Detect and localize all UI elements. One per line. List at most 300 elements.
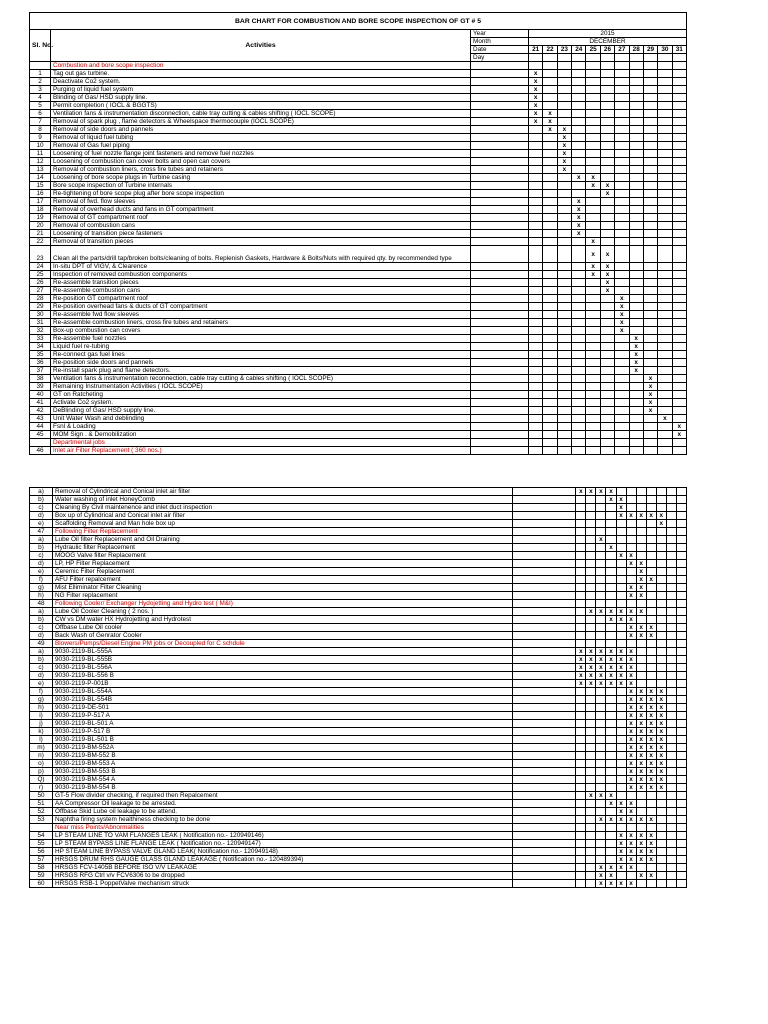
serial-number: 33 <box>30 335 51 343</box>
schedule-mark: x <box>646 632 656 640</box>
activity-label: Box up of Cylindrical and Conical inlet air filter <box>52 512 512 520</box>
schedule-cell <box>606 568 616 576</box>
schedule-cell <box>676 520 686 528</box>
schedule-cell <box>600 94 614 102</box>
table-row <box>30 792 687 800</box>
table-row <box>30 744 687 752</box>
schedule-cell <box>586 166 600 174</box>
table-row <box>30 608 687 616</box>
schedule-cell <box>600 134 614 142</box>
schedule-cell <box>656 568 666 576</box>
table-row <box>30 375 687 383</box>
schedule-cell <box>643 78 657 86</box>
schedule-cell <box>615 78 629 86</box>
schedule-mark: x <box>636 736 646 744</box>
schedule-mark: x <box>586 664 596 672</box>
schedule-cell <box>596 576 606 584</box>
table-row <box>30 311 687 319</box>
schedule-cell <box>629 391 643 399</box>
schedule-cell <box>543 174 557 182</box>
schedule-cell <box>643 110 657 118</box>
schedule-cell <box>557 190 571 198</box>
label-column-cell <box>512 840 576 848</box>
activity-label: HRSGS DRUM RHS GAUGE GLASS GLAND LEAKAGE ( Notification no.- 120489394) <box>52 856 512 864</box>
activity-label: AA Compressor Oil leakage to be arrested. <box>52 800 512 808</box>
activity-label: 9030-2119-DE-501 <box>52 704 512 712</box>
schedule-cell <box>600 206 614 214</box>
label-column-cell <box>512 744 576 752</box>
activity-label: 9030-2119-BL-555A <box>52 648 512 656</box>
schedule-cell <box>586 752 596 760</box>
schedule-cell <box>666 880 676 888</box>
schedule-cell <box>557 311 571 319</box>
activity-label: LP, HP Filter Replacement <box>52 560 512 568</box>
schedule-mark: x <box>643 383 657 391</box>
schedule-cell <box>576 872 586 880</box>
schedule-mark: x <box>656 704 666 712</box>
table-row <box>30 359 687 367</box>
schedule-cell <box>586 696 596 704</box>
schedule-cell <box>615 287 629 295</box>
schedule-cell <box>656 640 666 648</box>
schedule-cell <box>606 752 616 760</box>
schedule-cell <box>643 118 657 126</box>
schedule-cell <box>586 118 600 126</box>
schedule-cell <box>543 214 557 222</box>
schedule-cell <box>586 808 596 816</box>
schedule-cell <box>596 808 606 816</box>
activity-label: Box-up combustion can covers <box>51 327 471 335</box>
activity-label: Following Cooler/ Exchanger Hydojetting and Hydro test ( M&I) <box>52 600 512 608</box>
schedule-cell <box>672 271 686 279</box>
serial-number: 25 <box>30 271 51 279</box>
schedule-mark: x <box>606 864 616 872</box>
label-column-cell <box>512 864 576 872</box>
schedule-cell <box>616 704 626 712</box>
schedule-mark: x <box>626 672 636 680</box>
schedule-cell <box>646 528 656 536</box>
serial-number: 4 <box>30 94 51 102</box>
schedule-cell <box>606 856 616 864</box>
schedule-cell <box>676 816 686 824</box>
schedule-cell <box>672 86 686 94</box>
schedule-cell <box>658 391 672 399</box>
schedule-mark: x <box>616 552 626 560</box>
label-column-cell <box>512 648 576 656</box>
activity-label: 9030-2119-BM-552 B <box>52 752 512 760</box>
schedule-cell <box>616 488 626 496</box>
serial-number <box>30 824 53 832</box>
schedule-cell <box>676 528 686 536</box>
activity-label: MOOG Valve filter Replacement <box>52 552 512 560</box>
schedule-cell <box>586 222 600 230</box>
schedule-cell <box>672 303 686 311</box>
table-row <box>30 198 687 206</box>
schedule-cell <box>596 632 606 640</box>
schedule-mark: x <box>543 110 557 118</box>
label-column-cell <box>471 230 529 238</box>
schedule-cell <box>666 648 676 656</box>
section-heading: Combustion and bore scope inspection <box>51 62 471 70</box>
label-column-cell <box>512 552 576 560</box>
schedule-cell <box>600 118 614 126</box>
schedule-cell <box>606 712 616 720</box>
schedule-cell <box>672 343 686 351</box>
schedule-cell <box>666 792 676 800</box>
schedule-cell <box>615 351 629 359</box>
schedule-cell <box>543 279 557 287</box>
schedule-mark: x <box>646 784 656 792</box>
schedule-cell <box>666 512 676 520</box>
schedule-cell <box>629 102 643 110</box>
schedule-cell <box>666 776 676 784</box>
schedule-cell <box>629 174 643 182</box>
table-row <box>30 447 687 455</box>
schedule-mark: x <box>529 86 543 94</box>
schedule-cell <box>656 536 666 544</box>
activity-label: 9030-2119-BM-552A <box>52 744 512 752</box>
activity-label: Back Wash of Genrator Cooler <box>52 632 512 640</box>
schedule-mark: x <box>626 856 636 864</box>
schedule-cell <box>629 70 643 78</box>
schedule-cell <box>643 190 657 198</box>
serial-number: 22 <box>30 238 51 246</box>
schedule-cell <box>629 407 643 415</box>
schedule-mark: x <box>636 704 646 712</box>
serial-number: a) <box>30 648 53 656</box>
schedule-mark: x <box>646 696 656 704</box>
table-row <box>30 800 687 808</box>
serial-number: 7 <box>30 118 51 126</box>
serial-number: 38 <box>30 375 51 383</box>
schedule-cell <box>626 528 636 536</box>
schedule-cell <box>529 174 543 182</box>
schedule-cell <box>586 415 600 423</box>
schedule-cell <box>576 528 586 536</box>
label-column-cell <box>512 752 576 760</box>
schedule-cell <box>529 150 543 158</box>
schedule-cell <box>586 94 600 102</box>
schedule-cell <box>658 118 672 126</box>
schedule-cell <box>586 102 600 110</box>
schedule-mark: x <box>606 872 616 880</box>
schedule-cell <box>586 423 600 431</box>
schedule-cell <box>572 287 586 295</box>
schedule-cell <box>529 399 543 407</box>
schedule-cell <box>606 840 616 848</box>
serial-number: c) <box>30 552 53 560</box>
schedule-cell <box>529 423 543 431</box>
schedule-cell <box>672 158 686 166</box>
schedule-cell <box>643 439 657 447</box>
schedule-mark: x <box>636 608 646 616</box>
schedule-mark: x <box>672 423 686 431</box>
schedule-cell <box>543 142 557 150</box>
schedule-cell <box>586 214 600 222</box>
schedule-cell <box>643 134 657 142</box>
schedule-cell <box>666 808 676 816</box>
label-column-cell <box>471 295 529 303</box>
serial-number: 30 <box>30 311 51 319</box>
schedule-cell <box>658 359 672 367</box>
schedule-mark: x <box>596 488 606 496</box>
activity-label: Removal of liquid fuel tubing <box>51 134 471 142</box>
schedule-cell <box>658 303 672 311</box>
schedule-cell <box>543 62 557 70</box>
schedule-mark: x <box>658 415 672 423</box>
schedule-cell <box>600 431 614 439</box>
schedule-cell <box>606 632 616 640</box>
activity-label: Loosening of bore scope plugs in Turbine casing <box>51 174 471 182</box>
label-column-cell <box>471 86 529 94</box>
schedule-cell <box>615 174 629 182</box>
serial-number: n) <box>30 752 53 760</box>
schedule-cell <box>543 295 557 303</box>
schedule-cell <box>586 431 600 439</box>
table-row <box>30 295 687 303</box>
schedule-cell <box>616 720 626 728</box>
schedule-cell <box>629 415 643 423</box>
label-column-cell <box>471 375 529 383</box>
schedule-cell <box>636 648 646 656</box>
label-column-cell <box>471 198 529 206</box>
schedule-mark: x <box>636 512 646 520</box>
schedule-cell <box>646 568 656 576</box>
schedule-cell <box>586 206 600 214</box>
schedule-cell <box>666 800 676 808</box>
schedule-cell <box>658 319 672 327</box>
schedule-table <box>29 12 687 455</box>
page-gap <box>29 455 687 487</box>
serial-number: 49 <box>30 640 53 648</box>
date-cell: 31 <box>672 46 686 54</box>
activity-label: Liquid fuel re-tubing <box>51 343 471 351</box>
schedule-cell <box>572 182 586 190</box>
schedule-cell <box>672 102 686 110</box>
schedule-cell <box>572 447 586 455</box>
activity-label: 9030-2119-BM-554 A <box>52 776 512 784</box>
activity-label: Removal of combustion liners, cross fire tubes and retainers <box>51 166 471 174</box>
schedule-cell <box>543 190 557 198</box>
schedule-cell <box>615 415 629 423</box>
schedule-cell <box>586 158 600 166</box>
schedule-mark: x <box>616 496 626 504</box>
schedule-cell <box>646 640 656 648</box>
schedule-cell <box>646 592 656 600</box>
table-row <box>30 576 687 584</box>
schedule-cell <box>672 222 686 230</box>
label-column-cell <box>512 768 576 776</box>
schedule-cell <box>586 544 596 552</box>
serial-number: 48 <box>30 600 53 608</box>
schedule-cell <box>586 407 600 415</box>
label-column-cell <box>471 263 529 271</box>
serial-number: 34 <box>30 343 51 351</box>
schedule-cell <box>529 142 543 150</box>
schedule-cell <box>615 263 629 271</box>
schedule-mark: x <box>600 279 614 287</box>
schedule-cell <box>658 343 672 351</box>
schedule-cell <box>557 407 571 415</box>
activity-label: Scaffolding Removal and Man hole box up <box>52 520 512 528</box>
activity-label: 9030-2119-BL-556 B <box>52 672 512 680</box>
schedule-cell <box>586 600 596 608</box>
schedule-cell <box>600 174 614 182</box>
activity-label: 9030-2119-BM-553 A <box>52 760 512 768</box>
schedule-cell <box>672 287 686 295</box>
schedule-cell <box>529 222 543 230</box>
label-column-cell <box>471 271 529 279</box>
day-cell <box>572 54 586 62</box>
schedule-cell <box>600 383 614 391</box>
schedule-cell <box>629 86 643 94</box>
schedule-cell <box>646 808 656 816</box>
date-cell: 26 <box>600 46 614 54</box>
schedule-mark: x <box>626 744 636 752</box>
schedule-mark: x <box>616 512 626 520</box>
schedule-cell <box>658 158 672 166</box>
activity-label: GT-5 Flow divider checking, if required then Repalcement <box>52 792 512 800</box>
serial-number: 20 <box>30 222 51 230</box>
schedule-mark: x <box>596 648 606 656</box>
schedule-cell <box>596 752 606 760</box>
schedule-cell <box>576 568 586 576</box>
schedule-cell <box>572 166 586 174</box>
schedule-mark: x <box>606 544 616 552</box>
schedule-cell <box>658 447 672 455</box>
schedule-cell <box>615 447 629 455</box>
schedule-mark: x <box>606 616 616 624</box>
table-row <box>30 536 687 544</box>
serial-number: 11 <box>30 150 51 158</box>
schedule-cell <box>629 118 643 126</box>
schedule-cell <box>676 760 686 768</box>
schedule-cell <box>596 640 606 648</box>
table-row <box>30 94 687 102</box>
schedule-cell <box>672 399 686 407</box>
label-column-cell <box>471 206 529 214</box>
schedule-cell <box>600 230 614 238</box>
table-row <box>30 856 687 864</box>
serial-number: 46 <box>30 447 51 455</box>
schedule-cell <box>576 848 586 856</box>
schedule-cell <box>656 848 666 856</box>
activity-label: CW vs DM water HX Hydrojetting and Hydrotest <box>52 616 512 624</box>
schedule-cell <box>672 279 686 287</box>
activity-label: Removal of Gas fuel piping <box>51 142 471 150</box>
schedule-cell <box>529 447 543 455</box>
label-column-cell <box>512 600 576 608</box>
schedule-mark: x <box>626 592 636 600</box>
schedule-cell <box>557 359 571 367</box>
schedule-cell <box>676 728 686 736</box>
schedule-cell <box>629 238 643 246</box>
schedule-cell <box>557 335 571 343</box>
schedule-cell <box>643 295 657 303</box>
schedule-cell <box>606 536 616 544</box>
schedule-mark: x <box>636 776 646 784</box>
schedule-cell <box>576 552 586 560</box>
schedule-cell <box>658 86 672 94</box>
schedule-cell <box>576 752 586 760</box>
schedule-cell <box>643 246 657 263</box>
label-column-cell <box>471 222 529 230</box>
schedule-cell <box>656 600 666 608</box>
schedule-cell <box>666 864 676 872</box>
schedule-cell <box>557 222 571 230</box>
serial-number: 9 <box>30 134 51 142</box>
schedule-cell <box>615 166 629 174</box>
table-row <box>30 488 687 496</box>
schedule-cell <box>629 78 643 86</box>
schedule-cell <box>586 335 600 343</box>
schedule-cell <box>658 198 672 206</box>
schedule-cell <box>636 616 646 624</box>
table-row <box>30 431 687 439</box>
schedule-cell <box>676 504 686 512</box>
schedule-mark: x <box>557 142 571 150</box>
schedule-cell <box>606 552 616 560</box>
schedule-cell <box>616 872 626 880</box>
schedule-cell <box>658 126 672 134</box>
schedule-cell <box>543 367 557 375</box>
schedule-cell <box>600 222 614 230</box>
schedule-mark: x <box>636 832 646 840</box>
label-column-cell <box>471 367 529 375</box>
activity-label: Tag out gas turbine. <box>51 70 471 78</box>
schedule-mark: x <box>543 126 557 134</box>
table-row <box>30 246 687 263</box>
schedule-cell <box>572 367 586 375</box>
schedule-cell <box>600 447 614 455</box>
schedule-cell <box>586 126 600 134</box>
serial-number: 37 <box>30 367 51 375</box>
schedule-cell <box>529 198 543 206</box>
activity-label: Re-install spark plug and flame detectors. <box>51 367 471 375</box>
schedule-cell <box>636 880 646 888</box>
schedule-cell <box>557 423 571 431</box>
schedule-cell <box>615 423 629 431</box>
schedule-cell <box>586 776 596 784</box>
label-column-cell <box>512 512 576 520</box>
schedule-cell <box>572 351 586 359</box>
schedule-cell <box>600 359 614 367</box>
schedule-cell <box>629 126 643 134</box>
schedule-cell <box>646 680 656 688</box>
activity-label: Near miss Points/Abnormalities <box>52 824 512 832</box>
schedule-cell <box>658 70 672 78</box>
schedule-cell <box>646 656 656 664</box>
schedule-cell <box>672 174 686 182</box>
schedule-mark: x <box>586 648 596 656</box>
schedule-cell <box>586 375 600 383</box>
schedule-mark: x <box>646 856 656 864</box>
schedule-cell <box>636 520 646 528</box>
schedule-cell <box>615 222 629 230</box>
schedule-cell <box>672 375 686 383</box>
schedule-cell <box>600 303 614 311</box>
schedule-cell <box>658 214 672 222</box>
schedule-cell <box>543 439 557 447</box>
schedule-cell <box>543 407 557 415</box>
schedule-cell <box>643 279 657 287</box>
activity-label: Naphtha firing system healthiness checking to be done <box>52 816 512 824</box>
schedule-mark: x <box>629 343 643 351</box>
label-column-cell <box>512 584 576 592</box>
label-column-cell <box>471 78 529 86</box>
schedule-cell <box>672 182 686 190</box>
schedule-cell <box>596 744 606 752</box>
